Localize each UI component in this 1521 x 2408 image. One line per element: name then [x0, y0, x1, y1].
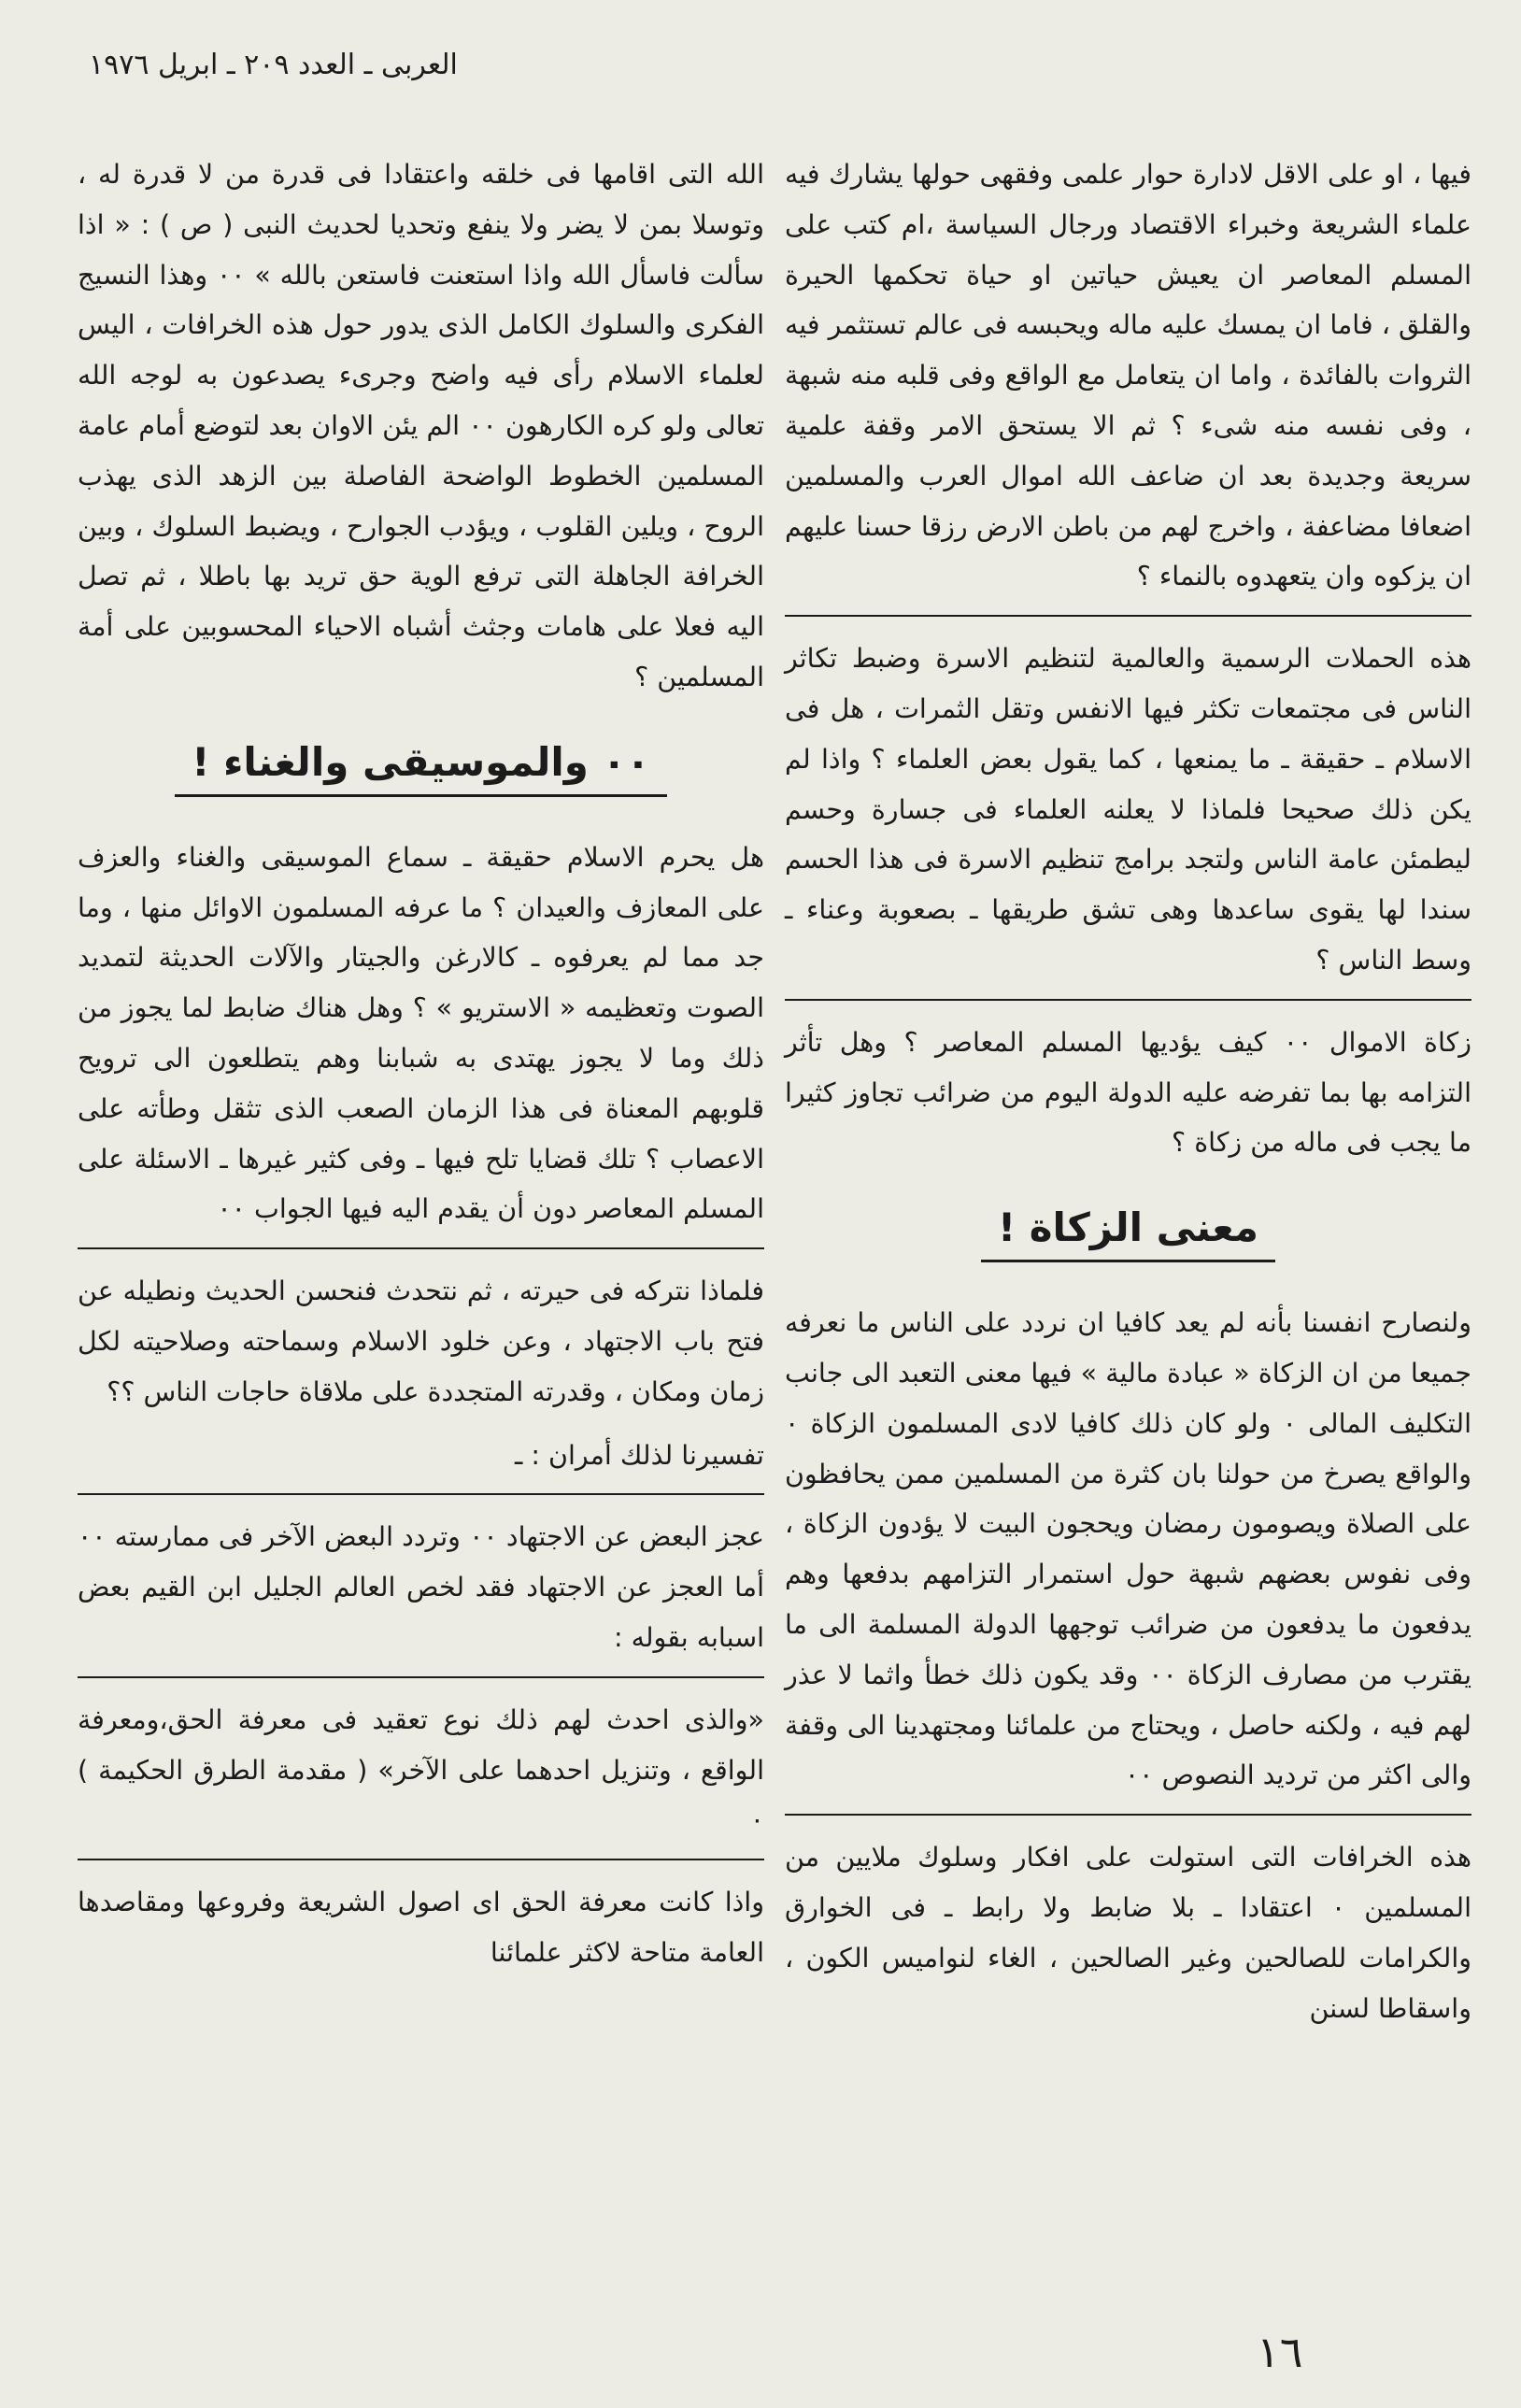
paragraph: فيها ، او على الاقل لادارة حوار علمى وفقهى حولها يشارك فيه علماء الشريعة وخبراء الاقتصاد ورجال السياسة ،ام كتب على المسلم المعاصر ان يعيش حياتين او حياة تحكمها الحيرة والقلق ، فاما ان يمسك عليه ماله ويحبسه فى عالم تستثمر فيه الثروات بالفائدة ، واما ان يتعامل مع الواقع وفى قلبه منه شبهة ، وفى نفسه منه شىء ؟ ثم الا يستحق الامر وقفة علمية سريعة وجديدة بعد ان ضاعف الله اموال العرب والمسلمين اضعافا مضاعفة ، واخرج لهم من باطن الارض رزقا حسنا عليهم ان يزكوه وان يتعهدوه بالنماء ؟ [785, 159, 1471, 592]
paragraph: فلماذا نتركه فى حيرته ، ثم نتحدث فنحسن الحديث ونطيله عن فتح باب الاجتهاد ، وعن خلود الاسلام وسماحته وصلاحيته لكل زمان ومكان ، وقدرته المتجددة على ملاقاة حاجات الناس ؟؟ [78, 1275, 764, 1407]
paragraph: زكاة الاموال ٠٠ كيف يؤديها المسلم المعاصر ؟ وهل تأثر التزامه بها بما تفرضه عليه الدولة اليوم من ضرائب تجاوز كثيرا ما يجب فى ماله من زكاة ؟ [785, 1026, 1471, 1159]
divider [78, 1676, 764, 1678]
divider [785, 1814, 1471, 1816]
paragraph: هل يحرم الاسلام حقيقة ـ سماع الموسيقى والغناء والعزف على المعازف والعيدان ؟ ما عرفه المسلمون الاوائل منها ، وما جد مما لم يعرفوه ـ كالارغن والجيتار والآلات الحديثة لتمديد الصوت وتعظيمه « الاستريو » ؟ وهل هناك ضابط لما يجوز من ذلك وما لا يجوز يهتدى به شبابنا وهم يتطلعون الى ترويح قلوبهم المعناة فى هذا الزمان الصعب الذى تثقل وطأته على الاعصاب ؟ تلك قضايا تلح فيها ـ وفى كثير غيرها ـ الاسئلة على المسلم المعاصر دون أن يقدم اليه فيها الجواب ٠٠ [78, 841, 764, 1225]
paragraph: هذه الحملات الرسمية والعالمية لتنظيم الاسرة وضبط تكاثر الناس فى مجتمعات تكثر فيها الانفس وتقل الثمرات ، هل فى الاسلام ـ حقيقة ـ ما يمنعها ، كما يقول بعض العلماء ؟ واذا لم يكن ذلك صحيحا فلماذا لا يعلنه العلماء فى جسارة وحسم ليطمئن عامة الناس ولتجد برامج تنظيم الاسرة فى هذا الحسم سندا لها يقوى ساعدها وهى تشق طريقها ـ بصعوبة وعناء ـ وسط الناس ؟ [785, 643, 1471, 976]
paragraph: واذا كانت معرفة الحق اى اصول الشريعة وفروعها ومقاصدها العامة متاحة لاكثر علمائنا [78, 1887, 764, 1968]
divider [78, 1493, 764, 1495]
paragraph: الله التى اقامها فى خلقه واعتقادا فى قدرة من لا قدرة له ، وتوسلا بمن لا يضر ولا ينفع وتحديا لحديث النبى ( ص ) : « اذا سألت فاسأل الله واذا استعنت فاستعن بالله » ٠٠ وهذا النسيج الفكرى والسلوك الكامل الذى يدور حول هذه الخرافات ، اليس لعلماء الاسلام رأى فيه واضح وجرىء يصدعون به لوجه الله تعالى ولو كره الكارهون ٠٠ الم يئن الاوان بعد لتوضع أمام عامة المسلمين الخطوط الواضحة الفاصلة بين الزهد الذى يهذب الروح ، ويلين القلوب ، ويؤدب الجوارح ، ويضبط السلوك ، وبين الخرافة الجاهلة التى ترفع الوية حق تريد بها باطلا ، ثم تصل اليه فعلا على هامات وجثث أشباه الاحياء المحسوبين على أمة المسلمين ؟ [78, 159, 765, 692]
page-number: ١٦ [1257, 2327, 1303, 2377]
paragraph: ولنصارح انفسنا بأنه لم يعد كافيا ان نردد على الناس ما نعرفه جميعا من ان الزكاة « عبادة مالية » فيها معنى التعبد الى جانب التكليف المالى ٠ ولو كان ذلك كافيا لادى المسلمون الزكاة ٠ والواقع يصرخ من حولنا بان كثرة من المسلمين ممن يحافظون على الصلاة ويصومون رمضان ويحجون البيت لا يؤدون الزكاة ، وفى نفوس بعضهم شبهة حول استمرار التزامهم بدفعها وهم يدفعون ما يدفعون من ضرائب توجهها الدولة المسلمة الى ما يقترب من مصارف الزكاة ٠٠ وقد يكون ذلك خطأ واثما لا عذر لهم فيه ، ولكنه حاصل ، ويحتاج من علمائنا ومجتهدينا الى وقفة والى اكثر من ترديد النصوص ٠٠ [785, 1307, 1472, 1791]
section-heading-text: معنى الزكاة ! [981, 1200, 1275, 1262]
section-heading-text: ٠٠ والموسيقى والغناء ! [175, 734, 667, 797]
running-head: العربى ـ العدد ٢٠٩ ـ ابريل ١٩٧٦ [89, 49, 458, 81]
divider [78, 1859, 764, 1860]
divider [785, 999, 1471, 1001]
section-heading [785, 1200, 1471, 1262]
divider [785, 615, 1471, 617]
section-heading [78, 734, 764, 797]
paragraph: عجز البعض عن الاجتهاد ٠٠ وتردد البعض الآخر فى ممارسته ٠٠ أما العجز عن الاجتهاد فقد لخص العالم الجليل ابن القيم بعض اسبابه بقوله : [78, 1521, 764, 1653]
quotation: «والذى احدث لهم ذلك نوع تعقيد فى معرفة الحق،ومعرفة الواقع ، وتنزيل احدهما على الآخر» ( مقدمة الطرق الحكيمة ) ٠ [78, 1703, 764, 1836]
left-column [78, 150, 764, 1991]
paragraph: تفسيرنا لذلك أمران : ـ [514, 1439, 764, 1471]
paragraph: هذه الخرافات التى استولت على افكار وسلوك ملايين من المسلمين ٠ اعتقادا ـ بلا ضابط ولا رابط ـ فى الخوارق والكرامات للصالحين وغير الصالحين ، الغاء لنواميس الكون ، واسقاطا لسنن [785, 1842, 1471, 2024]
right-column [785, 150, 1471, 2046]
divider [78, 1247, 764, 1249]
